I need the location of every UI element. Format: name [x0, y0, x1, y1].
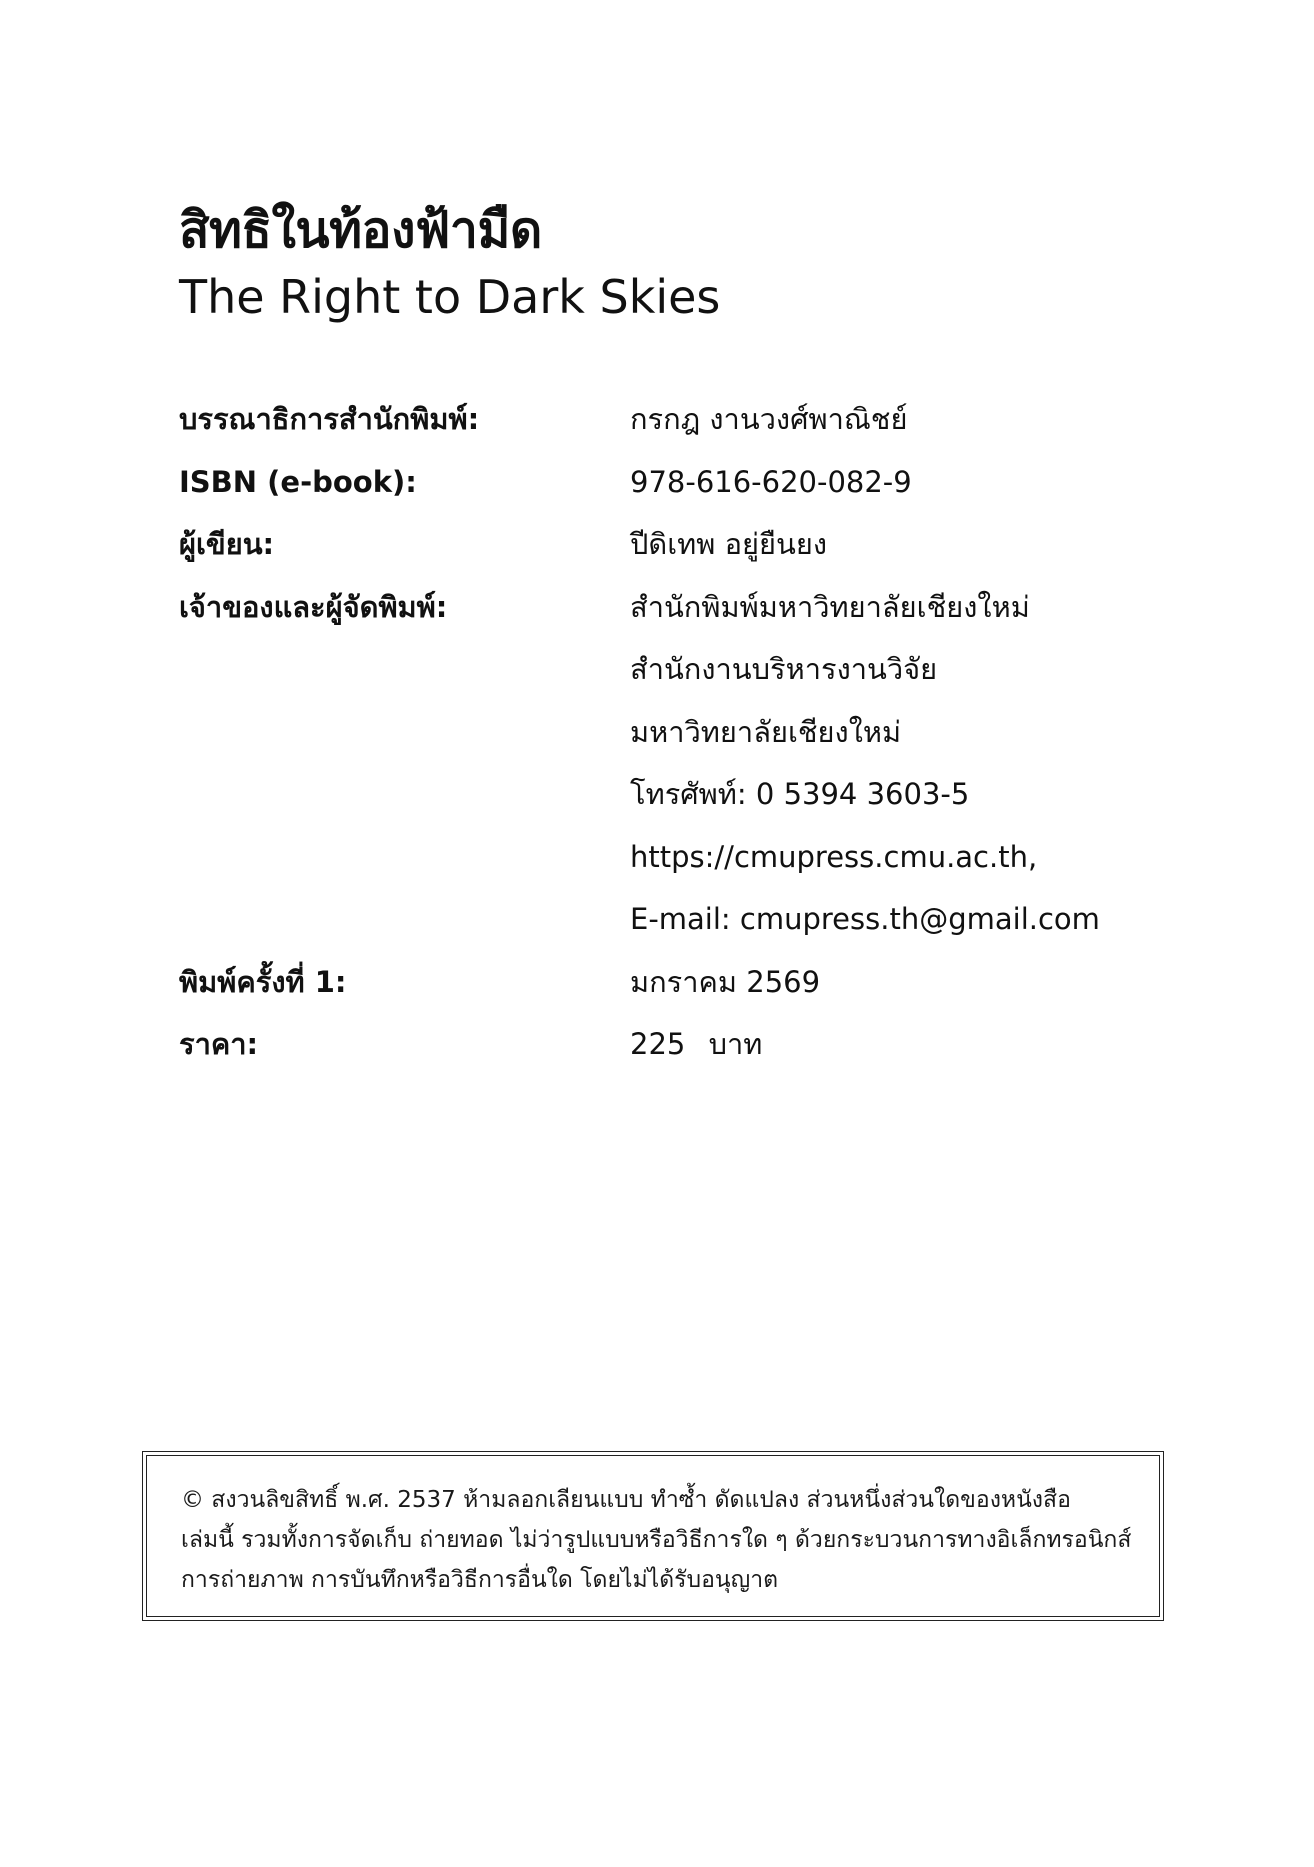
info-row-price: [179, 1013, 1139, 1076]
info-value: กรกฎ งานวงศ์พาณิชย์: [630, 402, 908, 436]
info-label: ราคา:: [179, 1027, 259, 1061]
book-title-english: The Right to Dark Skies: [179, 270, 721, 324]
info-row-editor: [179, 388, 1139, 451]
copyright-notice-box: [142, 1451, 1164, 1621]
info-label: เจ้าของและผู้จัดพิมพ์:: [179, 589, 448, 624]
info-row-publisher-university: [179, 701, 1139, 764]
website-link[interactable]: https://cmupress.cmu.ac.th,: [630, 839, 1038, 874]
publication-info: [179, 388, 1139, 1076]
info-value: มกราคม 2569: [630, 964, 821, 999]
price-amount: 225: [630, 1027, 686, 1061]
copyright-notice-inner: [146, 1455, 1160, 1617]
info-row-publisher-office: [179, 638, 1139, 701]
info-row-edition: [179, 951, 1139, 1014]
info-row-isbn: [179, 451, 1139, 514]
info-label: ISBN (e-book):: [179, 464, 417, 499]
info-label: ผู้เขียน:: [179, 527, 275, 561]
price-unit: บาท: [708, 1027, 763, 1061]
copyright-line: เล่มนี้ รวมทั้งการจัดเก็บ ถ่ายทอด ไม่ว่ารูปแบบหรือวิธีการใด ๆ ด้วยกระบวนการทางอิเล็กทรอนิกส์: [181, 1527, 1132, 1553]
info-value: ปีดิเทพ อยู่ยืนยง: [630, 527, 827, 561]
copyright-line: การถ่ายภาพ การบันทึกหรือวิธีการอื่นใด โดยไม่ได้รับอนุญาต: [181, 1567, 779, 1593]
info-label: บรรณาธิการสำนักพิมพ์:: [179, 402, 480, 436]
info-value: สำนักงานบริหารงานวิจัย: [630, 652, 938, 686]
info-label: พิมพ์ครั้งที่ 1:: [179, 964, 347, 999]
info-value: สำนักพิมพ์มหาวิทยาลัยเชียงใหม่: [630, 589, 1030, 624]
email-link[interactable]: E-mail: cmupress.th@gmail.com: [630, 902, 1100, 936]
info-row-author: [179, 513, 1139, 576]
price-value: [630, 1013, 762, 1076]
book-title-thai: สิทธิในท้องฟ้ามืด: [179, 201, 542, 259]
info-row-email: [179, 888, 1139, 951]
info-row-phone: [179, 763, 1139, 826]
info-row-publisher: [179, 576, 1139, 639]
copyright-line: © สงวนลิขสิทธิ์ พ.ศ. 2537 ห้ามลอกเลียนแบบ ทำซ้ำ ดัดแปลง ส่วนหนึ่งส่วนใดของหนังสือ: [181, 1487, 1071, 1513]
info-value: โทรศัพท์: 0 5394 3603-5: [630, 777, 970, 811]
info-value: มหาวิทยาลัยเชียงใหม่: [630, 714, 902, 749]
info-value: 978-616-620-082-9: [630, 464, 912, 499]
info-row-website: [179, 826, 1139, 889]
